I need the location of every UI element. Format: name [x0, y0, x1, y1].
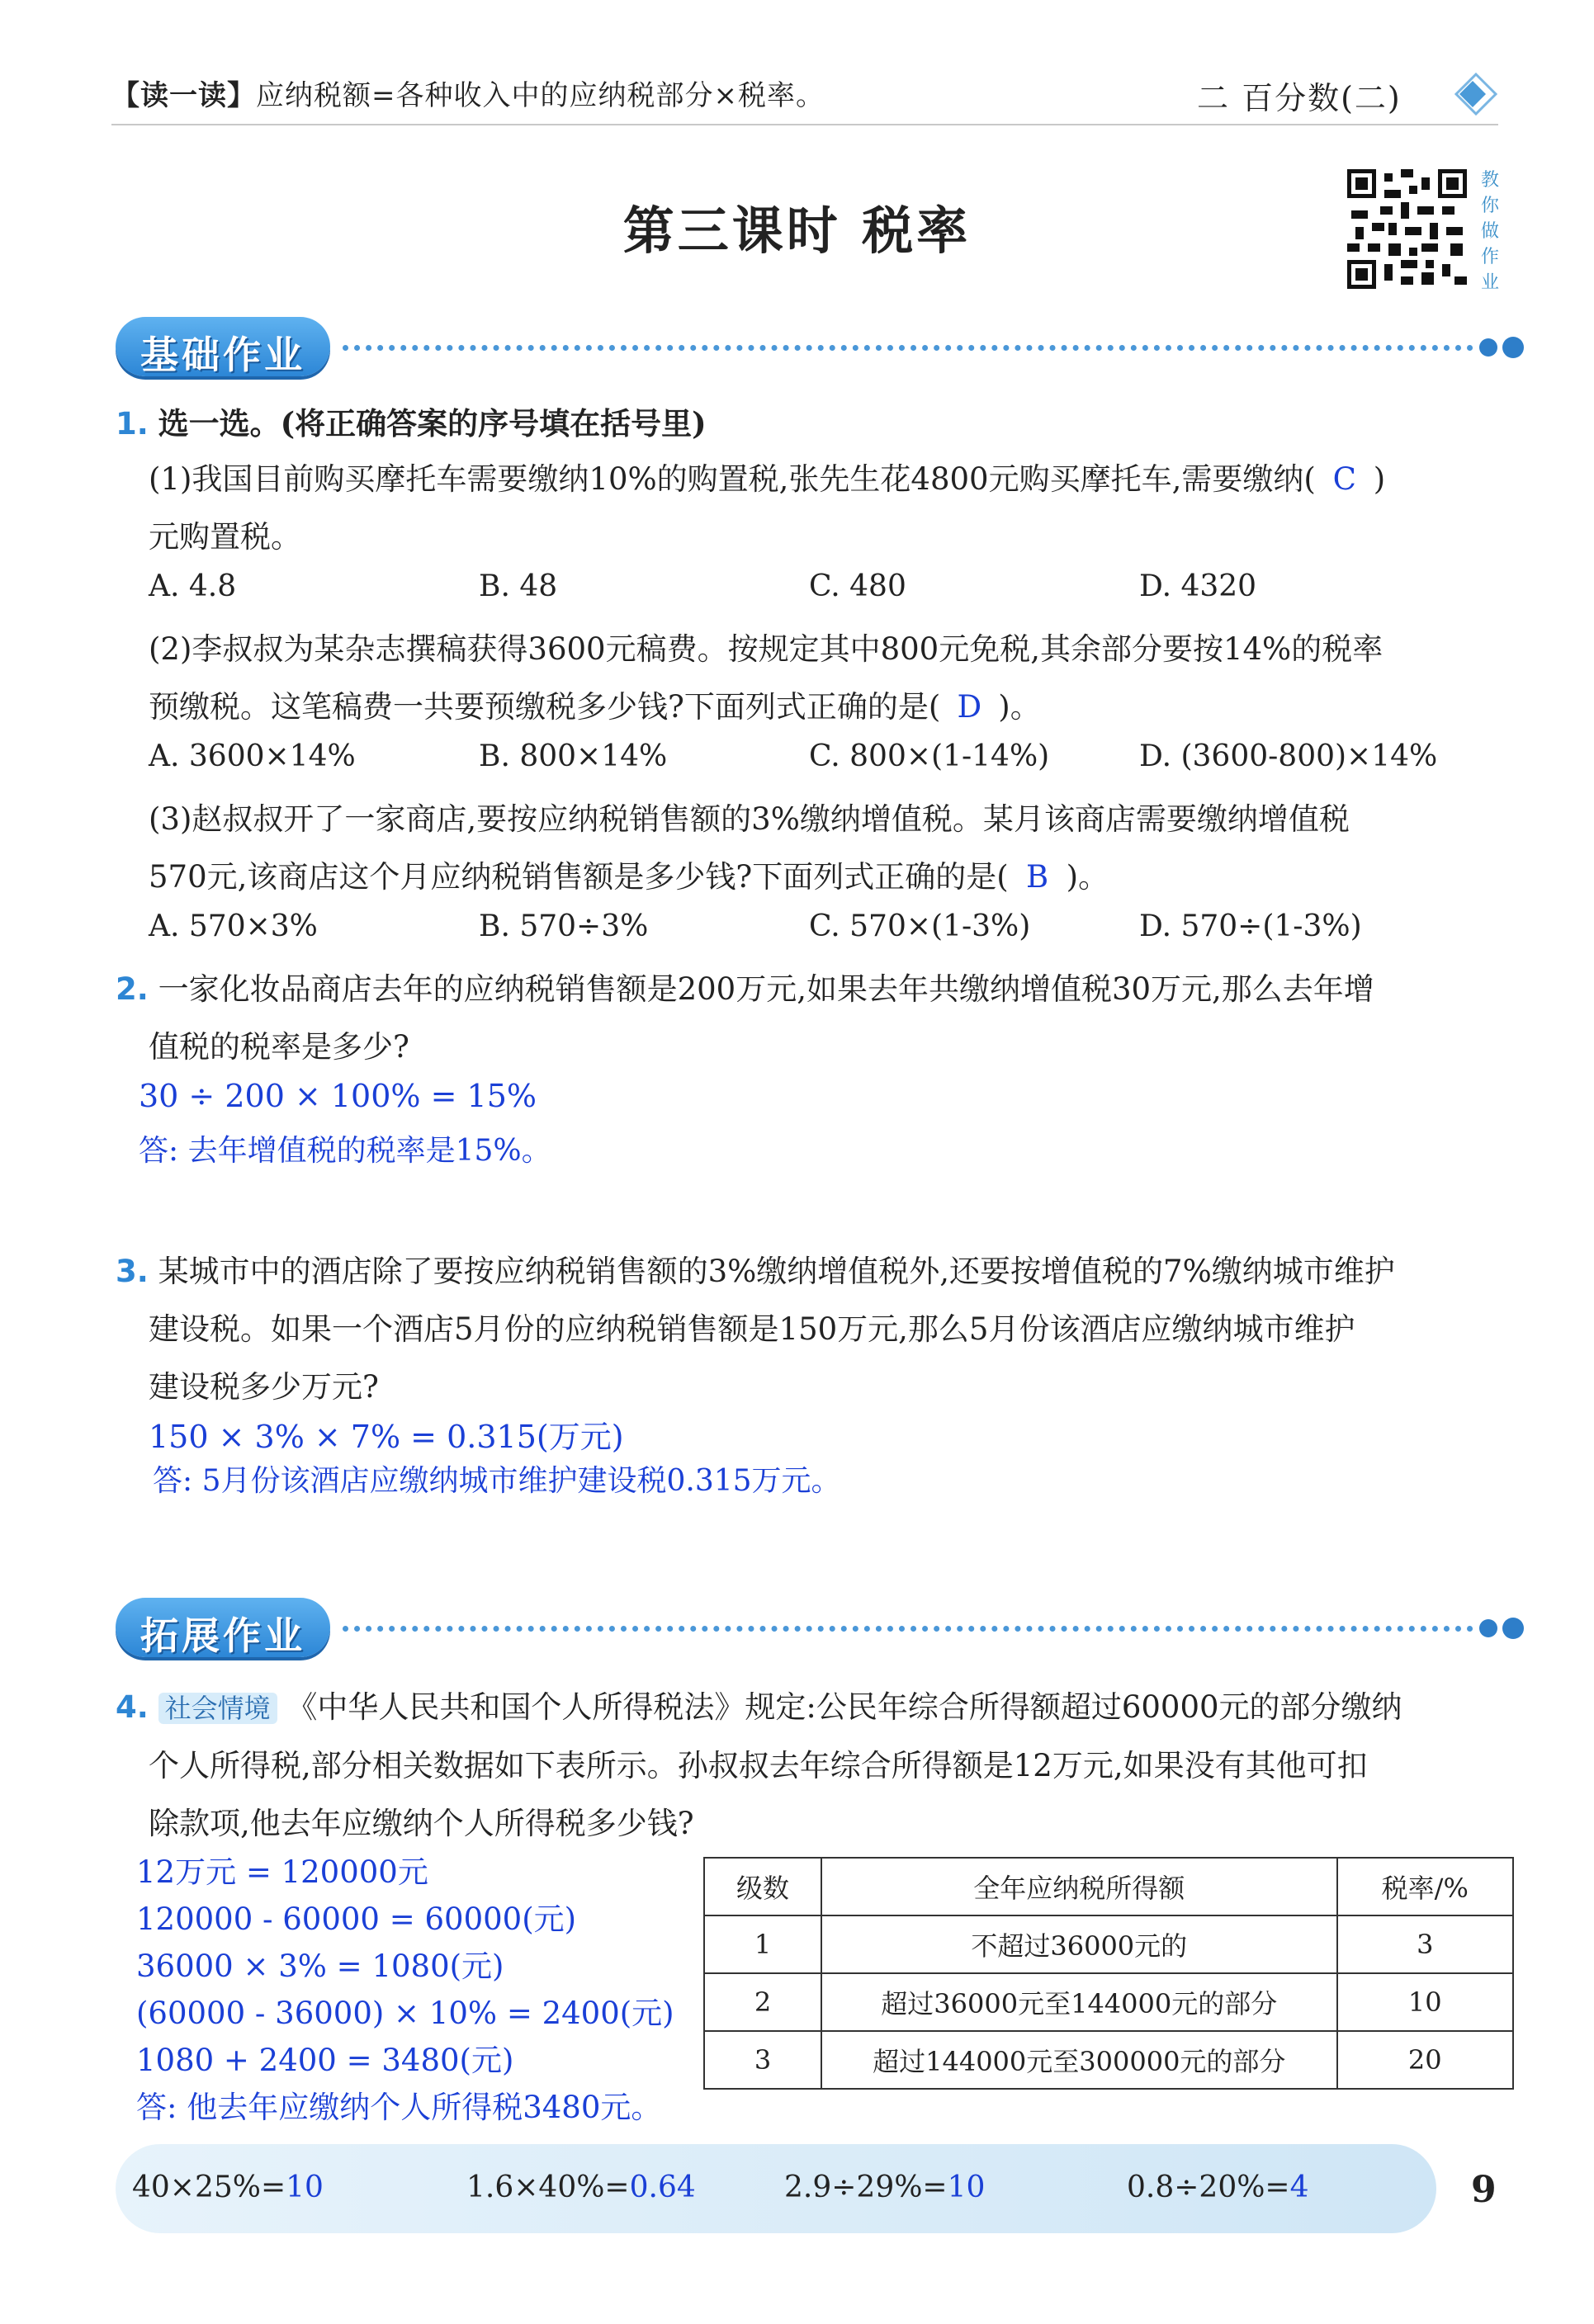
table-row: 2 超过36000元至144000元的部分 10 [704, 1973, 1513, 2031]
answer-choice: B [1026, 859, 1049, 895]
question-number: 4. [116, 1689, 149, 1725]
options-1-1 [149, 569, 1511, 611]
calc-item: 1.6×40%=0.64 [466, 2170, 696, 2204]
read-tag: 【读一读】 [111, 79, 256, 112]
question-3: 3. 某城市中的酒店除了要按应纳税销售额的3%缴纳增值税外,还要按增值税的7%缴纳城市维护 建设税。如果一个酒店5月份的应纳税销售额是150万元,那么5月份该酒店应缴纳城市维护 建设税多少万元? [116, 1254, 1395, 1405]
handwritten-answer: 答: 他去年应缴纳个人所得税3480元。 [136, 2090, 662, 2125]
context-tag: 社会情境 [158, 1693, 277, 1724]
option-a: A. 570×3% [149, 909, 318, 943]
header-divider [111, 124, 1498, 125]
header-rate: 税率/% [1337, 1858, 1513, 1915]
diamond-icon [1454, 73, 1497, 116]
question-1-1: (1)我国目前购买摩托车需要缴纳10%的购置税,张先生花4800元购买摩托车,需要缴纳( C ) 元购置税。 [149, 461, 1386, 555]
lesson-title: 第三课时 税率 [622, 201, 972, 261]
table-header-row [704, 1858, 1513, 1915]
handwritten-work: 30 ÷ 200 × 100% = 15% [139, 1078, 537, 1114]
question-2: 2. 一家化妆品商店去年的应纳税销售额是200万元,如果去年共缴纳增值税30万元,那么去年增 值税的税率是多少? [116, 971, 1374, 1065]
calc-item: 0.8÷20%=4 [1127, 2170, 1309, 2204]
option-b: B. 800×14% [479, 739, 668, 773]
option-c: C. 570×(1-3%) [809, 909, 1031, 943]
tax-rate-table [703, 1857, 1514, 2090]
option-b: B. 570÷3% [479, 909, 649, 943]
answer-choice: C [1332, 461, 1356, 497]
option-c: C. 480 [809, 569, 906, 603]
qr-code-icon[interactable] [1347, 169, 1467, 289]
calc-item: 2.9÷29%=10 [784, 2170, 986, 2204]
question-number: 2. [116, 971, 149, 1007]
table-row: 3 超过144000元至300000元的部分 20 [704, 2031, 1513, 2089]
chapter-title: 二 百分数(二) [1197, 80, 1402, 116]
question-number: 3. [116, 1254, 149, 1289]
section-title-extended: 拓展作业 [140, 1613, 305, 1658]
question-stem: 选一选。(将正确答案的序号填在括号里) [158, 405, 707, 442]
handwritten-work: 150 × 3% × 7% = 0.315(万元) [149, 1419, 624, 1455]
options-1-2 [149, 739, 1511, 781]
section-banner-extended [116, 1598, 1511, 1657]
question-1-3: (3)赵叔叔开了一家商店,要按应纳税销售额的3%缴纳增值税。某月该商店需要缴纳增值税 570元,该商店这个月应纳税销售额是多少钱?下面列式正确的是( B )。 [149, 801, 1350, 895]
option-a: A. 3600×14% [149, 739, 356, 773]
question-4: 4. 社会情境 《中华人民共和国个人所得税法》规定:公民年综合所得额超过60000元的部分缴纳 个人所得税,部分相关数据如下表所示。孙叔叔去年综合所得额是12万元,如果没有其他可扣 除款项,他去年应缴纳个人所得税多少钱? [116, 1689, 1402, 1841]
option-d: D. 4320 [1139, 569, 1257, 603]
table-row: 1 不超过36000元的 3 [704, 1915, 1513, 1973]
question-1 [116, 394, 1519, 453]
question-number: 1. [116, 406, 149, 442]
oral-calculation-band [116, 2144, 1436, 2233]
options-1-3 [149, 909, 1511, 951]
read-text: 应纳税额=各种收入中的应纳税部分×税率。 [256, 79, 825, 112]
header-level: 级数 [704, 1858, 821, 1915]
option-d: D. 570÷(1-3%) [1139, 909, 1362, 943]
option-a: A. 4.8 [149, 569, 237, 603]
option-b: B. 48 [479, 569, 558, 603]
question-1-2: (2)李叔叔为某杂志撰稿获得3600元稿费。按规定其中800元免税,其余部分要按14%的税率 预缴税。这笔稿费一共要预缴税多少钱?下面列式正确的是( D )。 [149, 631, 1384, 725]
handwritten-answer: 答: 5月份该酒店应缴纳城市维护建设税0.315万元。 [153, 1464, 841, 1498]
handwritten-work: 12万元 = 120000元 120000 - 60000 = 60000(元) 36000 × 3% = 1080(元) (60000 - 36000) × 10% = 2400(元) 1080 + 2400 = 3480(元) 答: 他去年应缴纳个人所得税3480元。 [136, 1849, 674, 2131]
option-d: D. (3600-800)×14% [1139, 739, 1438, 773]
header-income: 全年应纳税所得额 [821, 1858, 1337, 1915]
option-c: C. 800×(1-14%) [809, 739, 1050, 773]
qr-label: 教 你 做 作 业 [1480, 170, 1499, 293]
page-number: 9 [1471, 2169, 1497, 2211]
handwritten-answer: 答: 去年增值税的税率是15%。 [139, 1134, 551, 1168]
answer-choice: D [957, 689, 982, 725]
read-tip [111, 73, 825, 113]
section-banner-basic [116, 317, 1511, 376]
calc-item: 40×25%=10 [132, 2170, 324, 2204]
section-title-basic: 基础作业 [140, 333, 305, 377]
